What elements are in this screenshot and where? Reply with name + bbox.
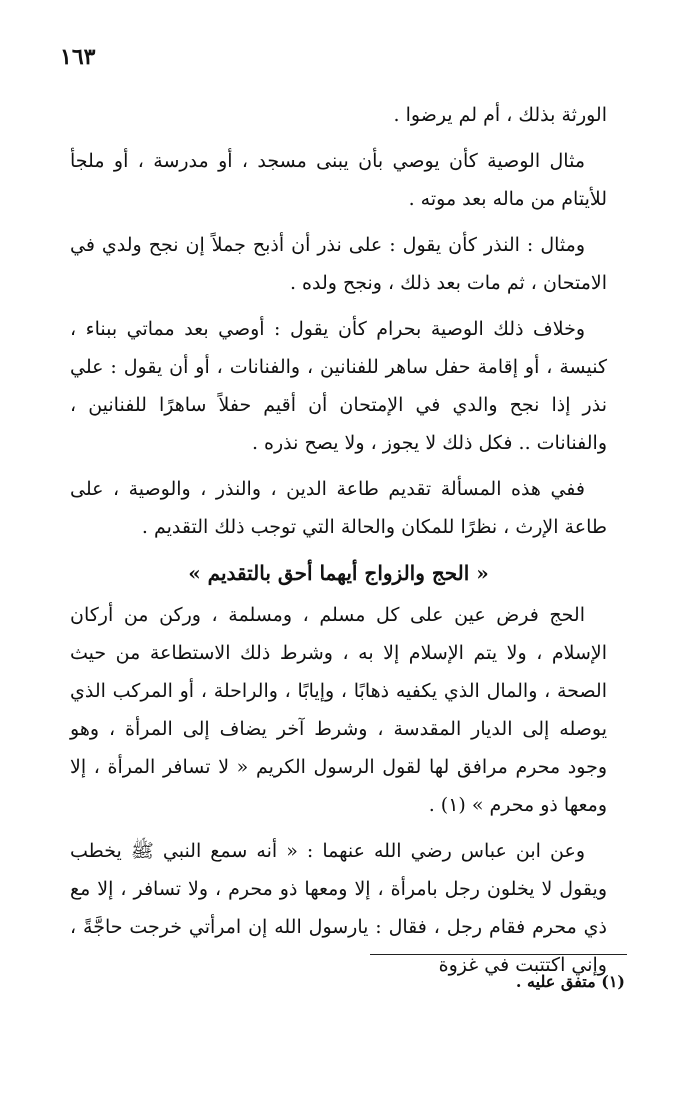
paragraph: الورثة بذلك ، أم لم يرضوا . bbox=[393, 104, 607, 126]
section-heading: « الحج والزواج أيهما أحق بالتقديم » bbox=[188, 561, 489, 585]
paragraph: الحج فرض عين على كل مسلم ، ومسلمة ، وركن من أركان الإسلام ، ولا يتم الإسلام إلا به ، وشرط ذلك الاستطاعة من حيث الصحة ، والمال الذي يكفيه ذهابًا ، وإيابًا ، والراحلة ، أو المركب الذي يوصله إلى الديار المقدسة ، وشرط آخر يضاف إلى المرأة ، وهو وجود محرم مرافق لها لقول الرسول الكريم « لا تسافر المرأة ، إلا ومعها ذو محرم » (١) . bbox=[70, 604, 607, 816]
page-number: ١٦٣ bbox=[60, 44, 96, 70]
footnote: (١) متفق عليه . bbox=[515, 972, 625, 991]
main-text bbox=[70, 96, 607, 992]
paragraph: وعن ابن عباس رضي الله عنهما : « أنه سمع النبي ﷺ يخطب ويقول لا يخلون رجل بامرأة ، إلا ومعها ذو محرم ، ولا تسافر ، إلا مع ذي محرم فقام رجل ، فقال : يارسول الله إن امرأتي خرجت حاجَّةً ، وإني اكتتبت في غزوة bbox=[70, 840, 607, 976]
footnote-divider bbox=[370, 954, 627, 955]
paragraph: ففي هذه المسألة تقديم طاعة الدين ، والنذر ، والوصية ، على طاعة الإرث ، نظرًا للمكان والحالة التي توجب ذلك التقديم . bbox=[70, 478, 607, 538]
paragraph: مثال الوصية كأن يوصي بأن يبنى مسجد ، أو مدرسة ، أو ملجأ للأيتام من ماله بعد موته . bbox=[70, 150, 607, 210]
paragraph: وخلاف ذلك الوصية بحرام كأن يقول : أوصي بعد مماتي ببناء ، كنيسة ، أو إقامة حفل ساهر للفنانين ، والفنانات ، أو أن يقول : علي نذر إذا نجح والدي في الإمتحان أن أقيم حفلاً ساهرًا للفنانين ، والفنانات .. فكل ذلك لا يجوز ، ولا يصح نذره . bbox=[70, 318, 607, 454]
paragraph: ومثال : النذر كأن يقول : على نذر أن أذبح جملاً إن نجح ولدي في الامتحان ، ثم مات بعد ذلك ، ونجح ولده . bbox=[70, 234, 607, 294]
